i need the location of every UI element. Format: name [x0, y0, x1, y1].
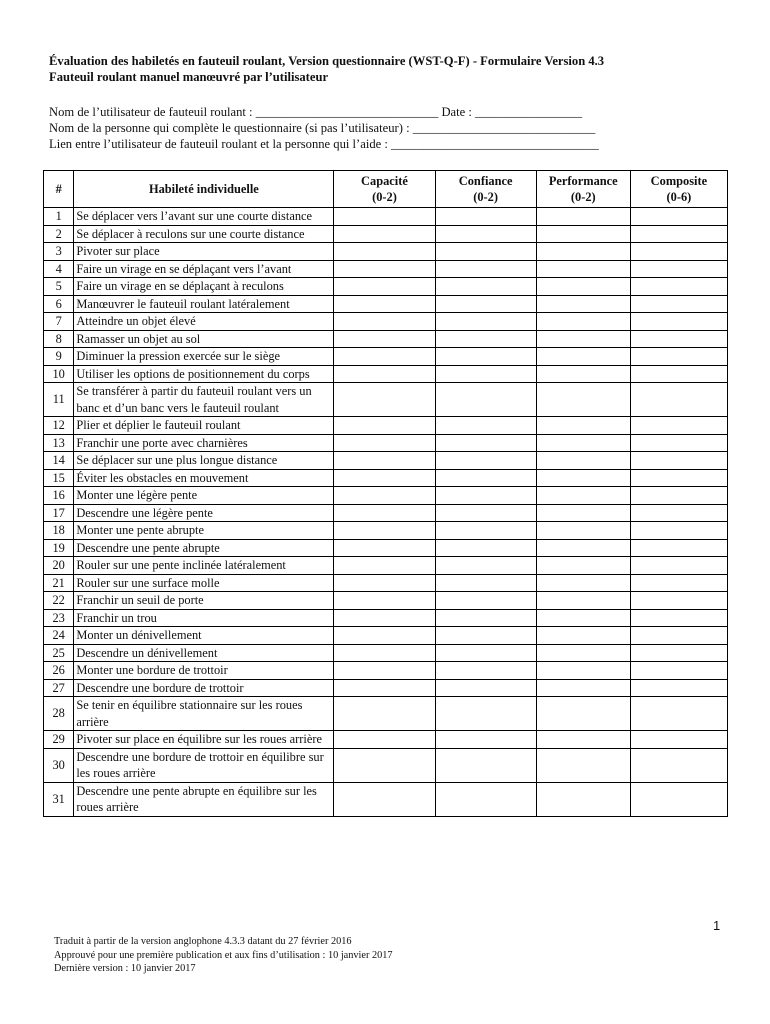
confidence-score-cell[interactable] — [435, 748, 536, 782]
confidence-score-cell[interactable] — [435, 697, 536, 731]
skill-name: Faire un virage en se déplaçant à reculons — [74, 278, 334, 296]
confidence-score-cell[interactable] — [435, 417, 536, 435]
row-number: 8 — [44, 330, 74, 348]
row-number: 23 — [44, 609, 74, 627]
table-row — [44, 504, 728, 522]
capacity-score-cell[interactable] — [334, 487, 435, 505]
skill-name: Descendre une bordure de trottoir — [74, 679, 334, 697]
skill-name: Monter un dénivellement — [74, 627, 334, 645]
row-number: 1 — [44, 208, 74, 226]
composite-score-cell[interactable] — [630, 679, 727, 697]
row-number: 18 — [44, 522, 74, 540]
table-row — [44, 697, 728, 731]
table-header-row — [44, 171, 728, 208]
skill-name: Pivoter sur place en équilibre sur les roues arrière — [74, 731, 334, 749]
skill-name: Éviter les obstacles en mouvement — [74, 469, 334, 487]
row-number: 13 — [44, 434, 74, 452]
confidence-score-cell[interactable] — [435, 574, 536, 592]
header-capacity: Capacité (0-2) — [334, 171, 435, 208]
table-row — [44, 574, 728, 592]
completer-name-field[interactable]: Nom de la personne qui complète le questionnaire (si pas l’utilisateur) : _____________________________ — [49, 121, 596, 135]
performance-score-cell[interactable] — [536, 417, 630, 435]
confidence-score-cell[interactable] — [435, 662, 536, 680]
table-row — [44, 731, 728, 749]
row-number: 12 — [44, 417, 74, 435]
table-row — [44, 539, 728, 557]
skill-name: Franchir un seuil de porte — [74, 592, 334, 610]
confidence-score-cell[interactable] — [435, 260, 536, 278]
confidence-score-cell[interactable] — [435, 557, 536, 575]
performance-score-cell[interactable] — [536, 574, 630, 592]
capacity-score-cell[interactable] — [334, 417, 435, 435]
composite-score-cell[interactable] — [630, 504, 727, 522]
capacity-score-cell[interactable] — [334, 539, 435, 557]
composite-score-cell[interactable] — [630, 260, 727, 278]
confidence-score-cell[interactable] — [435, 782, 536, 816]
confidence-score-cell[interactable] — [435, 278, 536, 296]
capacity-score-cell[interactable] — [334, 782, 435, 816]
capacity-score-cell[interactable] — [334, 452, 435, 470]
composite-score-cell[interactable] — [630, 574, 727, 592]
row-number: 24 — [44, 627, 74, 645]
composite-score-cell[interactable] — [630, 330, 727, 348]
row-number: 26 — [44, 662, 74, 680]
row-number: 2 — [44, 225, 74, 243]
capacity-score-cell[interactable] — [334, 208, 435, 226]
composite-score-cell[interactable] — [630, 452, 727, 470]
confidence-score-cell[interactable] — [435, 679, 536, 697]
performance-score-cell[interactable] — [536, 295, 630, 313]
row-number: 19 — [44, 539, 74, 557]
skill-name: Monter une pente abrupte — [74, 522, 334, 540]
row-number: 3 — [44, 243, 74, 261]
performance-score-cell[interactable] — [536, 278, 630, 296]
composite-score-cell[interactable] — [630, 697, 727, 731]
capacity-score-cell[interactable] — [334, 365, 435, 383]
composite-score-cell[interactable] — [630, 469, 727, 487]
capacity-score-cell[interactable] — [334, 313, 435, 331]
confidence-score-cell[interactable] — [435, 522, 536, 540]
skill-name: Descendre une pente abrupte en équilibre sur les roues arrière — [74, 782, 334, 816]
skill-name: Rouler sur une surface molle — [74, 574, 334, 592]
capacity-score-cell[interactable] — [334, 592, 435, 610]
capacity-score-cell[interactable] — [334, 383, 435, 417]
row-number: 29 — [44, 731, 74, 749]
table-row — [44, 208, 728, 226]
table-row — [44, 260, 728, 278]
performance-score-cell[interactable] — [536, 434, 630, 452]
footer-line-1: Traduit à partir de la version anglophone 4.3.3 datant du 27 février 2016 — [54, 936, 352, 947]
capacity-score-cell[interactable] — [334, 627, 435, 645]
skill-name: Se déplacer vers l’avant sur une courte distance — [74, 208, 334, 226]
header-confidence: Confiance (0-2) — [435, 171, 536, 208]
skill-name: Ramasser un objet au sol — [74, 330, 334, 348]
confidence-score-cell[interactable] — [435, 295, 536, 313]
skill-name: Se déplacer à reculons sur une courte distance — [74, 225, 334, 243]
skill-name: Franchir un trou — [74, 609, 334, 627]
composite-score-cell[interactable] — [630, 627, 727, 645]
composite-score-cell[interactable] — [630, 557, 727, 575]
composite-score-cell[interactable] — [630, 539, 727, 557]
capacity-score-cell[interactable] — [334, 504, 435, 522]
performance-score-cell[interactable] — [536, 697, 630, 731]
table-row — [44, 417, 728, 435]
confidence-score-cell[interactable] — [435, 208, 536, 226]
row-number: 7 — [44, 313, 74, 331]
performance-score-cell[interactable] — [536, 748, 630, 782]
header-performance: Performance (0-2) — [536, 171, 630, 208]
skill-name: Faire un virage en se déplaçant vers l’avant — [74, 260, 334, 278]
capacity-score-cell[interactable] — [334, 679, 435, 697]
capacity-score-cell[interactable] — [334, 522, 435, 540]
capacity-score-cell[interactable] — [334, 748, 435, 782]
table-row — [44, 348, 728, 366]
performance-score-cell[interactable] — [536, 557, 630, 575]
table-row — [44, 383, 728, 417]
capacity-score-cell[interactable] — [334, 469, 435, 487]
row-number: 16 — [44, 487, 74, 505]
skill-name: Se transférer à partir du fauteuil roulant vers un banc et d’un banc vers le fauteuil roulant — [74, 383, 334, 417]
performance-score-cell[interactable] — [536, 731, 630, 749]
skill-name: Manœuvrer le fauteuil roulant latéralement — [74, 295, 334, 313]
title-line-1: Évaluation des habiletés en fauteuil roulant, Version questionnaire (WST-Q-F) - Formulaire Version 4.3 — [49, 54, 605, 68]
table-row — [44, 557, 728, 575]
table-row — [44, 609, 728, 627]
skill-name: Plier et déplier le fauteuil roulant — [74, 417, 334, 435]
table-row — [44, 679, 728, 697]
composite-score-cell[interactable] — [630, 609, 727, 627]
table-row — [44, 662, 728, 680]
performance-score-cell[interactable] — [536, 504, 630, 522]
composite-score-cell[interactable] — [630, 243, 727, 261]
row-number: 31 — [44, 782, 74, 816]
skill-name: Diminuer la pression exercée sur le siège — [74, 348, 334, 366]
row-number: 15 — [44, 469, 74, 487]
composite-score-cell[interactable] — [630, 313, 727, 331]
performance-score-cell[interactable] — [536, 644, 630, 662]
table-row — [44, 469, 728, 487]
capacity-score-cell[interactable] — [334, 260, 435, 278]
composite-score-cell[interactable] — [630, 434, 727, 452]
confidence-score-cell[interactable] — [435, 348, 536, 366]
row-number: 5 — [44, 278, 74, 296]
composite-score-cell[interactable] — [630, 522, 727, 540]
row-number: 22 — [44, 592, 74, 610]
performance-score-cell[interactable] — [536, 487, 630, 505]
capacity-score-cell[interactable] — [334, 697, 435, 731]
table-row — [44, 295, 728, 313]
capacity-score-cell[interactable] — [334, 609, 435, 627]
skill-name: Descendre une bordure de trottoir en équilibre sur les roues arrière — [74, 748, 334, 782]
performance-score-cell[interactable] — [536, 609, 630, 627]
composite-score-cell[interactable] — [630, 417, 727, 435]
capacity-score-cell[interactable] — [334, 644, 435, 662]
confidence-score-cell[interactable] — [435, 330, 536, 348]
capacity-score-cell[interactable] — [334, 348, 435, 366]
table-row — [44, 365, 728, 383]
performance-score-cell[interactable] — [536, 662, 630, 680]
confidence-score-cell[interactable] — [435, 539, 536, 557]
table-row — [44, 452, 728, 470]
composite-score-cell[interactable] — [630, 487, 727, 505]
skill-name: Atteindre un objet élevé — [74, 313, 334, 331]
capacity-score-cell[interactable] — [334, 662, 435, 680]
confidence-score-cell[interactable] — [435, 225, 536, 243]
table-row — [44, 313, 728, 331]
skill-name: Utiliser les options de positionnement du corps — [74, 365, 334, 383]
performance-score-cell[interactable] — [536, 782, 630, 816]
capacity-score-cell[interactable] — [334, 434, 435, 452]
confidence-score-cell[interactable] — [435, 504, 536, 522]
table-row — [44, 627, 728, 645]
table-row — [44, 592, 728, 610]
confidence-score-cell[interactable] — [435, 469, 536, 487]
capacity-score-cell[interactable] — [334, 225, 435, 243]
skill-name: Franchir une porte avec charnières — [74, 434, 334, 452]
table-row — [44, 487, 728, 505]
confidence-score-cell[interactable] — [435, 434, 536, 452]
table-row — [44, 748, 728, 782]
relationship-field[interactable]: Lien entre l’utilisateur de fauteuil roulant et la personne qui l’aide : _________________________________ — [49, 137, 599, 151]
skill-name: Monter une légère pente — [74, 487, 334, 505]
page-number: 1 — [713, 918, 721, 933]
confidence-score-cell[interactable] — [435, 243, 536, 261]
table-row — [44, 278, 728, 296]
skill-name: Pivoter sur place — [74, 243, 334, 261]
performance-score-cell[interactable] — [536, 522, 630, 540]
table-row — [44, 243, 728, 261]
performance-score-cell[interactable] — [536, 225, 630, 243]
title-line-2: Fauteuil roulant manuel manœuvré par l’utilisateur — [49, 70, 329, 84]
header-num: # — [44, 171, 74, 208]
user-name-field[interactable]: Nom de l’utilisateur de fauteuil roulant : _____________________________ Date : _________________ — [49, 105, 583, 119]
composite-score-cell[interactable] — [630, 592, 727, 610]
skill-name: Se déplacer sur une plus longue distance — [74, 452, 334, 470]
performance-score-cell[interactable] — [536, 243, 630, 261]
composite-score-cell[interactable] — [630, 295, 727, 313]
composite-score-cell[interactable] — [630, 748, 727, 782]
row-number: 17 — [44, 504, 74, 522]
composite-score-cell[interactable] — [630, 644, 727, 662]
performance-score-cell[interactable] — [536, 452, 630, 470]
composite-score-cell[interactable] — [630, 731, 727, 749]
confidence-score-cell[interactable] — [435, 627, 536, 645]
confidence-score-cell[interactable] — [435, 644, 536, 662]
table-body — [44, 208, 728, 817]
footer — [54, 935, 393, 976]
performance-score-cell[interactable] — [536, 313, 630, 331]
row-number: 20 — [44, 557, 74, 575]
performance-score-cell[interactable] — [536, 627, 630, 645]
row-number: 28 — [44, 697, 74, 731]
row-number: 11 — [44, 383, 74, 417]
skill-name: Monter une bordure de trottoir — [74, 662, 334, 680]
row-number: 21 — [44, 574, 74, 592]
header-skill: Habileté individuelle — [74, 171, 334, 208]
confidence-score-cell[interactable] — [435, 383, 536, 417]
performance-score-cell[interactable] — [536, 679, 630, 697]
performance-score-cell[interactable] — [536, 348, 630, 366]
capacity-score-cell[interactable] — [334, 574, 435, 592]
performance-score-cell[interactable] — [536, 260, 630, 278]
row-number: 10 — [44, 365, 74, 383]
capacity-score-cell[interactable] — [334, 278, 435, 296]
footer-line-3: Dernière version : 10 janvier 2017 — [54, 963, 196, 974]
composite-score-cell[interactable] — [630, 365, 727, 383]
table-row — [44, 522, 728, 540]
footer-line-2: Approuvé pour une première publication et aux fins d’utilisation : 10 janvier 2017 — [54, 949, 393, 961]
skill-name: Rouler sur une pente inclinée latéralement — [74, 557, 334, 575]
skill-name: Descendre un dénivellement — [74, 644, 334, 662]
confidence-score-cell[interactable] — [435, 609, 536, 627]
capacity-score-cell[interactable] — [334, 295, 435, 313]
composite-score-cell[interactable] — [630, 662, 727, 680]
document-title — [49, 53, 729, 85]
row-number: 9 — [44, 348, 74, 366]
table-row — [44, 644, 728, 662]
skill-name: Descendre une légère pente — [74, 504, 334, 522]
performance-score-cell[interactable] — [536, 383, 630, 417]
composite-score-cell[interactable] — [630, 348, 727, 366]
confidence-score-cell[interactable] — [435, 731, 536, 749]
performance-score-cell[interactable] — [536, 469, 630, 487]
row-number: 30 — [44, 748, 74, 782]
row-number: 6 — [44, 295, 74, 313]
form-fields — [49, 104, 729, 152]
composite-score-cell[interactable] — [630, 383, 727, 417]
capacity-score-cell[interactable] — [334, 330, 435, 348]
row-number: 27 — [44, 679, 74, 697]
composite-score-cell[interactable] — [630, 225, 727, 243]
capacity-score-cell[interactable] — [334, 243, 435, 261]
composite-score-cell[interactable] — [630, 278, 727, 296]
row-number: 4 — [44, 260, 74, 278]
capacity-score-cell[interactable] — [334, 557, 435, 575]
capacity-score-cell[interactable] — [334, 731, 435, 749]
confidence-score-cell[interactable] — [435, 452, 536, 470]
skill-name: Se tenir en équilibre stationnaire sur les roues arrière — [74, 697, 334, 731]
performance-score-cell[interactable] — [536, 365, 630, 383]
confidence-score-cell[interactable] — [435, 592, 536, 610]
confidence-score-cell[interactable] — [435, 487, 536, 505]
row-number: 25 — [44, 644, 74, 662]
performance-score-cell[interactable] — [536, 208, 630, 226]
header-composite: Composite (0-6) — [630, 171, 727, 208]
skill-name: Descendre une pente abrupte — [74, 539, 334, 557]
table-row — [44, 225, 728, 243]
skills-table — [43, 170, 728, 817]
confidence-score-cell[interactable] — [435, 313, 536, 331]
performance-score-cell[interactable] — [536, 592, 630, 610]
table-row — [44, 434, 728, 452]
table-row — [44, 782, 728, 816]
row-number: 14 — [44, 452, 74, 470]
composite-score-cell[interactable] — [630, 208, 727, 226]
performance-score-cell[interactable] — [536, 330, 630, 348]
confidence-score-cell[interactable] — [435, 365, 536, 383]
performance-score-cell[interactable] — [536, 539, 630, 557]
composite-score-cell[interactable] — [630, 782, 727, 816]
table-row — [44, 330, 728, 348]
